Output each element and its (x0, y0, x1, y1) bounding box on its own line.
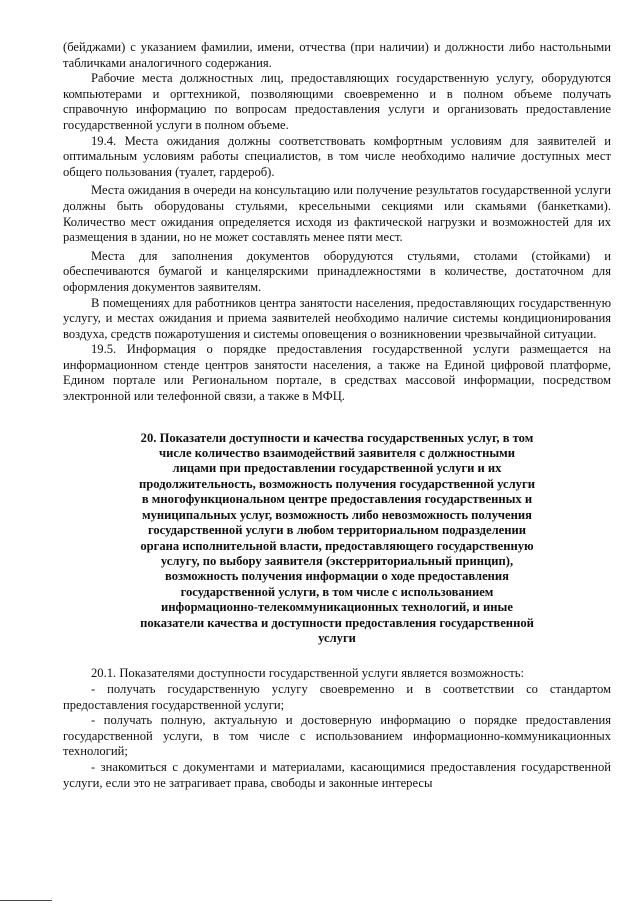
paragraph-waiting-places: Места ожидания в очереди на консультацию или получение результатов государственной услуги должны быть оборудованы стульями, кресельными секциями или скамьями (банкетками). Количество мест ожидания определяется исходя из фактической нагрузки и возможностей для их размещения в здании, но не может составлять менее пяти мест. (63, 183, 611, 245)
paragraph-19-4: 19.4. Места ожидания должны соответствовать комфортным условиям для заявителей и оптимальным условиям работы специалистов, в том числе необходимо наличие доступных мест общего пользования (туалет, гардероб). (63, 133, 611, 179)
paragraph-premises: В помещениях для работников центра занятости населения, предоставляющих государственную услугу, и местах ожидания и приема заявителей необходимо наличие системы кондиционирования воздуха, средств пожаротушения и системы оповещения о возникновении чрезвычайной ситуации. (63, 295, 611, 341)
paragraph-19-5: 19.5. Информация о порядке предоставления государственной услуги размещается на информационном стенде центров занятости населения, а также на Единой цифровой платформе, Едином портале или Региональном портале, в средствах массовой информации, посредством электронной или телефонной связи, а также в МФЦ. (63, 342, 611, 404)
paragraph-workplaces: Рабочие места должностных лиц, предоставляющих государственную услугу, оборудуются компьютерами и оргтехникой, позволяющими своевременно и в полном объеме получать справочную информацию по вопросам предоставления услуги и организовать предоставление государственной услуги в полном объеме. (63, 71, 611, 132)
list-item-documents: - знакомиться с документами и материалами, касающимися предоставления государственной услуги, если это не затрагивает права, свободы и законные интересы (63, 759, 611, 790)
paragraph-20-1: 20.1. Показателями доступности государственной услуги является возможность: (91, 666, 524, 681)
list-item-timely: - получать государственную услугу своевременно и в соответствии со стандартом предоставления государственной услуги; (63, 681, 611, 712)
list-item-information: - получать полную, актуальную и достоверную информацию о порядке предоставления государственной услуги, в том числе с использованием информационно-коммуникационных технологий; (63, 713, 611, 759)
section-heading-20: 20. Показатели доступности и качества государственных услуг, в том числе количество взаимодействий заявителя с должностными лицами при предоставлении государственной услуги и их продолжительность, возможность получения государственной услуги в многофункциональном центре предоставления государственных и муниципальных услуг, возможность либо невозможность получения государственной услуги в любом территориальном подразделении органа исполнительной власти, предоставляющего государственную услугу, по выбору заявителя (экстерриториальный принцип), возможность получения информации о ходе предоставления государственной услуги, в том числе с использованием информационно-телекоммуникационных технологий, и иные показатели качества и доступности предоставления государственной услуги (139, 430, 535, 645)
footer-rule (0, 900, 52, 901)
paragraph-document-places: Места для заполнения документов оборудуются стульями, столами (стойками) и обеспечиваются бумагой и канцелярскими принадлежностями в количестве, достаточном для оформления документов заявителям. (63, 248, 611, 294)
document-page (63, 40, 611, 791)
paragraph-badges: (бейджами) с указанием фамилии, имени, отчества (при наличии) и должности либо настольными табличками аналогичного содержания. (63, 40, 611, 70)
